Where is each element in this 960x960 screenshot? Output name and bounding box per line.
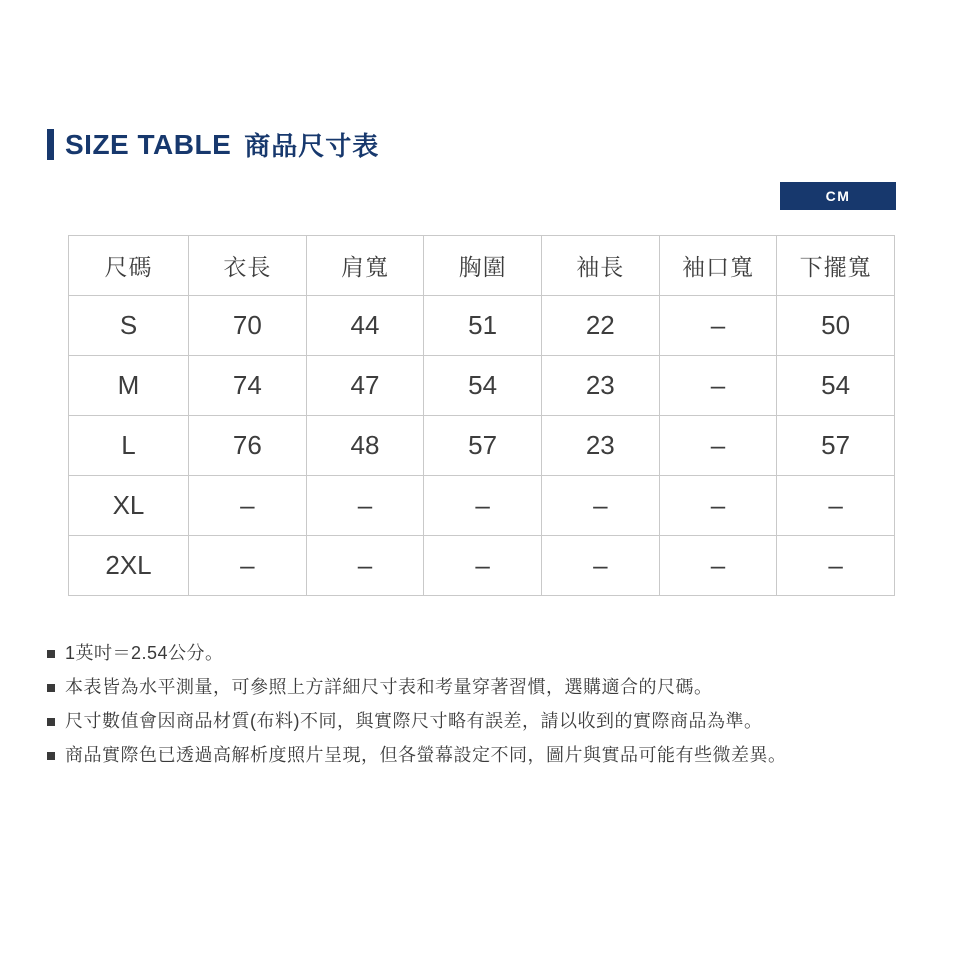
- footnotes: [47, 641, 927, 777]
- footnote-item: [47, 709, 927, 734]
- column-header-size: 尺碼: [69, 236, 189, 296]
- size-label: 2XL: [69, 536, 189, 596]
- footnote-item: [47, 675, 927, 700]
- bullet-square-icon: [47, 684, 55, 692]
- size-table: [68, 235, 895, 596]
- footnote-item: [47, 641, 927, 666]
- size-cell: 76: [189, 416, 307, 476]
- size-cell: 23: [541, 416, 659, 476]
- footnote-text: 本表皆為水平測量，可參照上方詳細尺寸表和考量穿著習慣，選購適合的尺碼。: [65, 677, 713, 697]
- table-header-row: [69, 236, 895, 296]
- size-cell: –: [659, 476, 777, 536]
- bullet-square-icon: [47, 650, 55, 658]
- size-cell: –: [777, 476, 895, 536]
- size-cell: 48: [306, 416, 424, 476]
- table-row-m: [69, 356, 895, 416]
- size-cell: –: [659, 416, 777, 476]
- size-cell: –: [777, 536, 895, 596]
- size-label: XL: [69, 476, 189, 536]
- column-header-sleeve: 袖長: [541, 236, 659, 296]
- size-cell: 50: [777, 296, 895, 356]
- column-header-length: 衣長: [189, 236, 307, 296]
- size-cell: 54: [777, 356, 895, 416]
- footnote-text: 商品實際色已透過高解析度照片呈現，但各螢幕設定不同，圖片與實品可能有些微差異。: [65, 745, 787, 765]
- size-cell: 23: [541, 356, 659, 416]
- size-label: S: [69, 296, 189, 356]
- size-cell: –: [424, 536, 542, 596]
- size-cell: –: [659, 296, 777, 356]
- size-cell: –: [189, 536, 307, 596]
- size-label: L: [69, 416, 189, 476]
- footnote-item: [47, 743, 927, 768]
- size-cell: 74: [189, 356, 307, 416]
- size-cell: 47: [306, 356, 424, 416]
- size-cell: 70: [189, 296, 307, 356]
- size-cell: –: [424, 476, 542, 536]
- bullet-square-icon: [47, 752, 55, 760]
- unit-badge: CM: [780, 182, 896, 210]
- table-row-l: [69, 416, 895, 476]
- size-cell: –: [189, 476, 307, 536]
- size-cell: –: [659, 536, 777, 596]
- size-cell: –: [541, 476, 659, 536]
- size-cell: –: [306, 476, 424, 536]
- size-cell: 22: [541, 296, 659, 356]
- table-row-s: [69, 296, 895, 356]
- size-label: M: [69, 356, 189, 416]
- footnote-text: 1英吋＝2.54公分。: [65, 643, 224, 663]
- size-cell: –: [541, 536, 659, 596]
- bullet-square-icon: [47, 718, 55, 726]
- column-header-cuff-width: 袖口寬: [659, 236, 777, 296]
- column-header-hem-width: 下擺寬: [777, 236, 895, 296]
- column-header-shoulder: 肩寬: [306, 236, 424, 296]
- table-row-2xl: [69, 536, 895, 596]
- page-title: [47, 126, 379, 163]
- size-cell: 57: [424, 416, 542, 476]
- table-row-xl: [69, 476, 895, 536]
- page-title-en: SIZE TABLE: [65, 128, 232, 160]
- title-accent-bar: [47, 129, 54, 160]
- size-cell: 44: [306, 296, 424, 356]
- size-cell: 51: [424, 296, 542, 356]
- size-cell: 54: [424, 356, 542, 416]
- footnote-text: 尺寸數值會因商品材質(布料)不同，與實際尺寸略有誤差，請以收到的實際商品為準。: [65, 711, 763, 731]
- page-title-zh: 商品尺寸表: [244, 131, 380, 161]
- size-cell: –: [659, 356, 777, 416]
- size-cell: 57: [777, 416, 895, 476]
- column-header-chest: 胸圍: [424, 236, 542, 296]
- size-cell: –: [306, 536, 424, 596]
